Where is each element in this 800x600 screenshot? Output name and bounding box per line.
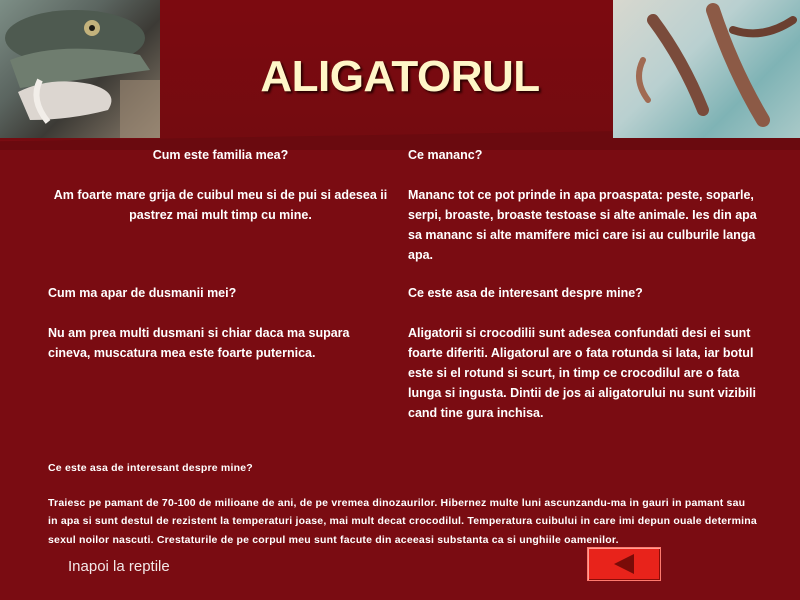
qa-enemies [48,283,393,363]
answer-enemies: Nu am prea multi dusmani si chiar daca ma supara cineva, muscatura mea este foarte puternica. [48,326,350,360]
answer-bottom: Traiesc pe pamant de 70-100 de milioane de ani, de pe vremea dinozaurilor. Hibernez multe luni ascunzandu-ma in gauri in pamant sau in apa si sunt destul de rezistent la temperaturi joase, mai mult decat crocodilul. Temperatura cuibului in care imi depun ouale determina sexul noilor nascuti. Crestaturile de pe corpul meu sunt facute din aceeasi substanta ca si unghiile oamenilor. [48,496,757,546]
answer-food: Mananc tot ce pot prinde in apa proaspata: peste, soparle, serpi, broaste, broaste testoase si alte animale. Ies din apa sa mananc si alte mamifere mici care isi au culburile langa apa. [408,188,757,262]
qa-food [408,145,758,265]
question-interesting: Ce este asa de interesant despre mine? [408,286,643,300]
qa-interesting [408,283,758,423]
qa-family [48,145,393,225]
answer-family: Am foarte mare grija de cuibul meu si de pui si adesea ii pastrez mai mult timp cu mine. [53,188,388,222]
back-to-reptiles-link[interactable]: Inapoi la reptile [68,558,170,575]
question-bottom: Ce este asa de interesant despre mine? [48,462,253,474]
left-arrow-icon [612,553,636,575]
answer-interesting: Aligatorii si crocodilii sunt adesea confundati desi ei sunt foarte diferiti. Aligatorul are o fata rotunda si lata, iar botul este si el rotund si scurt, in timp ce crocodilul are o fata lunga si ingusta. Dintii de jos ai aligatorului nu sunt vizibili cand tine gura inchisa. [408,326,756,420]
question-family: Cum este familia mea? [152,148,289,162]
back-button[interactable] [587,547,661,581]
page-title: ALIGATORUL [260,52,540,101]
qa-bottom [48,459,758,549]
question-enemies: Cum ma apar de dusmanii mei? [48,286,237,300]
question-food: Ce mananc? [408,148,483,162]
